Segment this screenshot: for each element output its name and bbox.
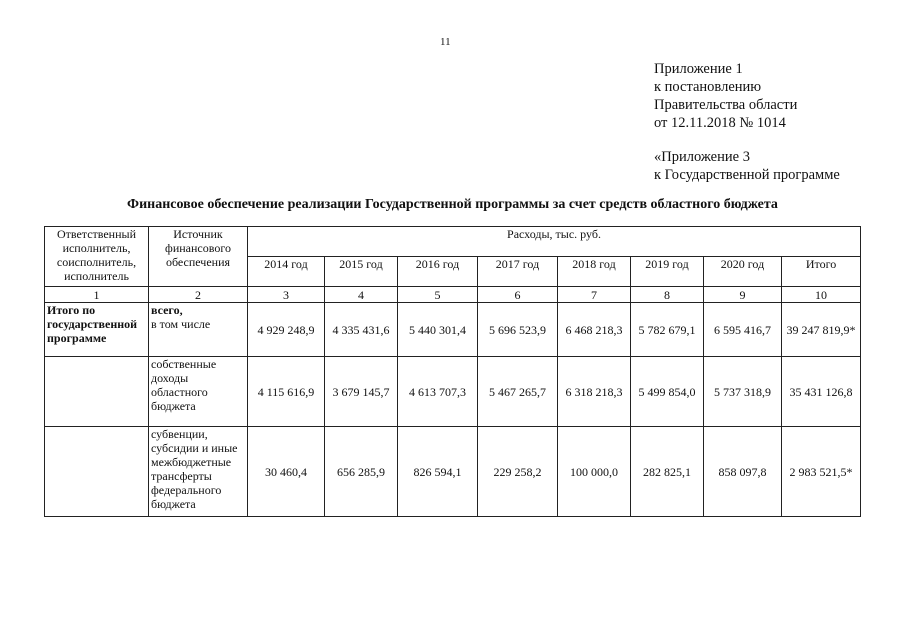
value-cell: 656 285,9: [325, 427, 398, 517]
value-cell: 826 594,1: [398, 427, 478, 517]
header-expenses: Расходы, тыс. руб.: [248, 227, 861, 257]
value-cell: 2 983 521,5*: [782, 427, 861, 517]
value-cell: 4 115 616,9: [248, 357, 325, 427]
column-number: 5: [398, 287, 478, 303]
financing-table: [44, 226, 861, 517]
executor-cell: [45, 357, 149, 427]
value-cell: 5 782 679,1: [631, 303, 704, 357]
table-row: [45, 303, 861, 357]
value-cell: 5 737 318,9: [704, 357, 782, 427]
source-cell: [149, 303, 248, 357]
value-cell: 30 460,4: [248, 427, 325, 517]
column-number: 7: [558, 287, 631, 303]
header-executor: Ответственный исполнитель, соисполнитель, исполнитель: [45, 227, 149, 287]
table-row: [45, 427, 861, 517]
source-cell: субвенции, субсидии и иные межбюджетные трансферты федерального бюджета: [149, 427, 248, 517]
value-cell: 229 258,2: [478, 427, 558, 517]
column-number: 2: [149, 287, 248, 303]
document-title: Финансовое обеспечение реализации Государственной программы за счет средств областного бюджета: [127, 197, 778, 212]
value-cell: 35 431 126,8: [782, 357, 861, 427]
value-cell: 5 696 523,9: [478, 303, 558, 357]
executor-cell: Итого по государственной программе: [45, 303, 149, 357]
header-year: 2019 год: [631, 257, 704, 287]
source-text: в том числе: [151, 317, 211, 331]
appendix-line: от 12.11.2018 № 1014: [654, 115, 786, 131]
header-year: 2014 год: [248, 257, 325, 287]
table-row: [45, 357, 861, 427]
value-cell: 4 335 431,6: [325, 303, 398, 357]
value-cell: 5 499 854,0: [631, 357, 704, 427]
column-number: 6: [478, 287, 558, 303]
header-year: 2020 год: [704, 257, 782, 287]
value-cell: 858 097,8: [704, 427, 782, 517]
header-source: Источник финансового обеспечения: [149, 227, 248, 287]
value-cell: 6 595 416,7: [704, 303, 782, 357]
appendix-line: «Приложение 3: [654, 149, 750, 165]
value-cell: 3 679 145,7: [325, 357, 398, 427]
value-cell: 5 467 265,7: [478, 357, 558, 427]
header-year: 2018 год: [558, 257, 631, 287]
column-number: 4: [325, 287, 398, 303]
value-cell: 6 468 218,3: [558, 303, 631, 357]
appendix-block: [654, 60, 797, 132]
appendix-block-2: [654, 148, 840, 184]
header-year: 2015 год: [325, 257, 398, 287]
value-cell: 6 318 218,3: [558, 357, 631, 427]
source-cell: собственные доходы областного бюджета: [149, 357, 248, 427]
header-year: 2016 год: [398, 257, 478, 287]
column-number: 3: [248, 287, 325, 303]
appendix-line: к Государственной программе: [654, 167, 840, 183]
column-number: 8: [631, 287, 704, 303]
value-cell: 100 000,0: [558, 427, 631, 517]
source-bold: всего,: [151, 303, 183, 317]
header-total: Итого: [782, 257, 861, 287]
column-number: 10: [782, 287, 861, 303]
column-number: 9: [704, 287, 782, 303]
value-cell: 282 825,1: [631, 427, 704, 517]
page-number: 11: [440, 36, 451, 48]
appendix-line: к постановлению: [654, 79, 762, 95]
value-cell: 4 929 248,9: [248, 303, 325, 357]
column-number: 1: [45, 287, 149, 303]
executor-cell: [45, 427, 149, 517]
value-cell: 39 247 819,9*: [782, 303, 861, 357]
value-cell: 4 613 707,3: [398, 357, 478, 427]
appendix-line: Правительства области: [654, 97, 798, 113]
header-year: 2017 год: [478, 257, 558, 287]
appendix-line: Приложение 1: [654, 61, 743, 77]
value-cell: 5 440 301,4: [398, 303, 478, 357]
